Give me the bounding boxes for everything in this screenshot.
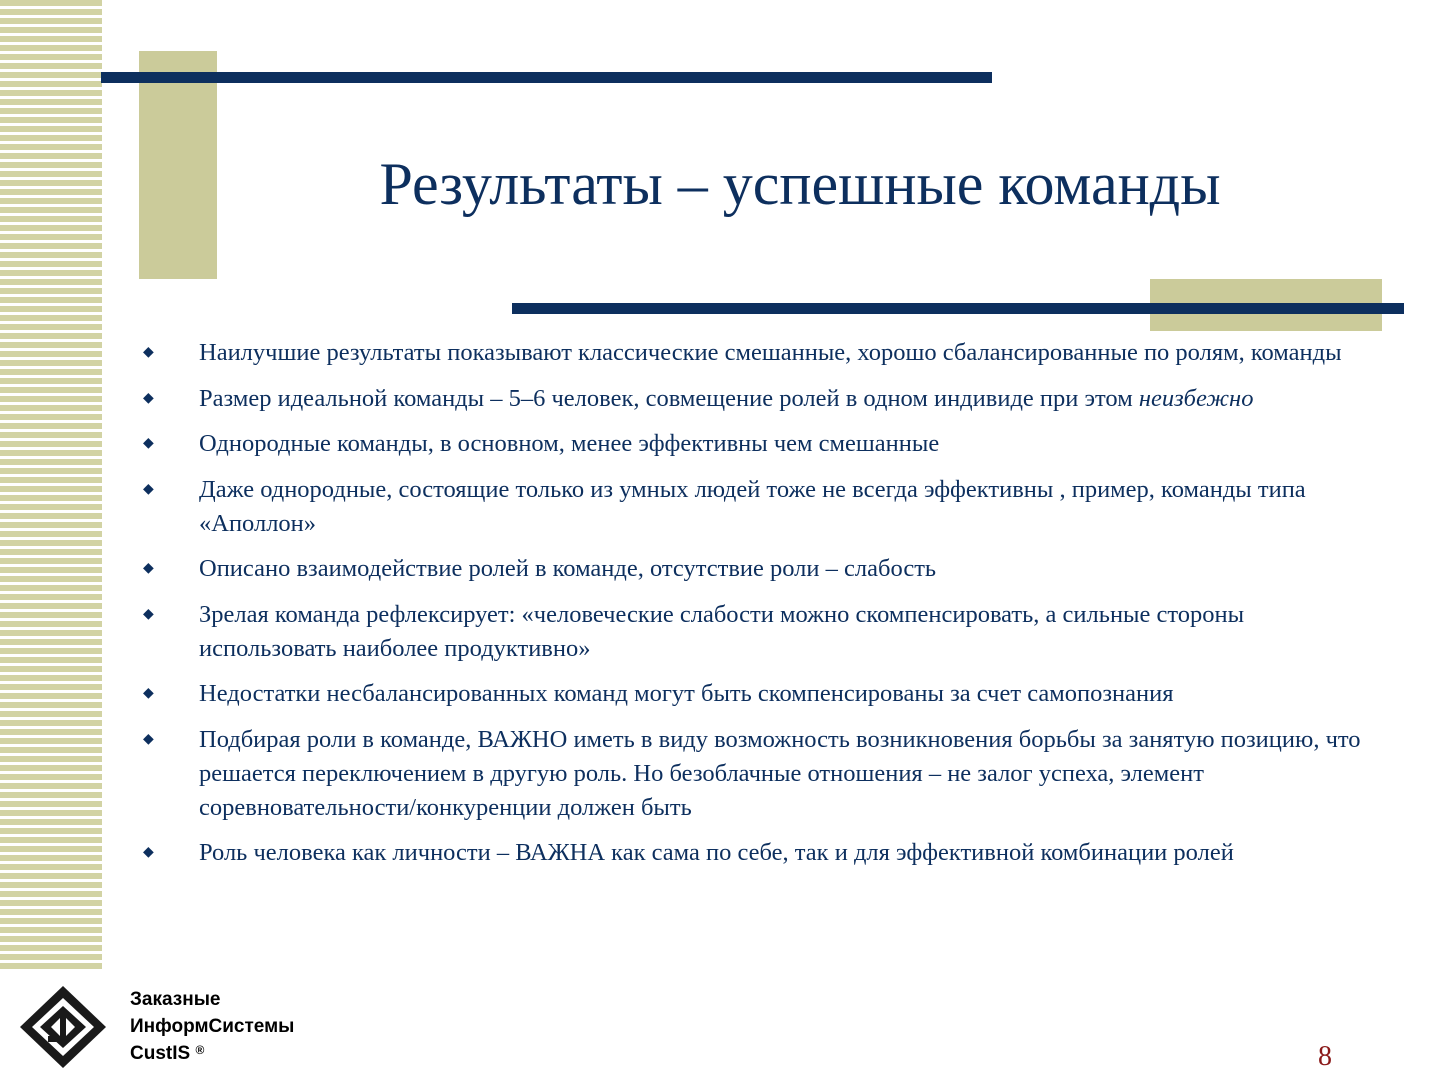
company-name [130,986,294,1067]
slide-title: Результаты – успешные команды [379,151,1221,217]
bullet-text: Подбирая роли в команде, ВАЖНО иметь в виду возможность возникновения борьбы за занятую позицию, что решается переключением в другую роль. Но безоблачные отношения – не залог успеха, элемент соревновательности/конкуренции должен быть [199,725,1361,821]
bullet-item [138,336,1378,370]
custis-diamond-logo-icon [18,984,108,1070]
bullet-diamond-icon: ◆ [143,481,154,497]
bullet-diamond-icon: ◆ [143,561,154,576]
bullet-text: Однородные команды, в основном, менее эффективны чем смешанные [199,430,940,457]
bullet-item [138,836,1378,870]
decorative-stripes [0,0,102,972]
bullet-diamond-icon: ◆ [143,606,154,622]
bullet-diamond-icon: ◆ [143,345,154,360]
decorative-navy-bar-right [512,303,1404,314]
bullet-text: Роль человека как личности – ВАЖНА как сама по себе, так и для эффективной комбинации ролей [199,839,1234,866]
bullet-diamond-icon: ◆ [143,845,154,860]
bullet-item [138,723,1378,825]
bullet-text: Даже однородные, состоящие только из умных людей тоже не всегда эффективны , пример, команды типа «Аполлон» [199,475,1306,537]
bullet-text: Недостатки несбалансированных команд могут быть скомпенсированы за счет самопознания [199,680,1174,707]
company-line-2: ИнформСистемы [130,1016,295,1037]
bullet-text: Наилучшие результаты показывают классические смешанные, хорошо сбалансированные по ролям, команды [199,339,1342,366]
bullet-text [199,382,1253,416]
bullet-item [138,598,1378,666]
bullet-text: Описано взаимодействие ролей в команде, отсутствие роли – слабость [199,555,937,582]
decorative-olive-block-top [139,51,217,279]
bullet-diamond-icon: ◆ [143,731,154,747]
bullet-item [138,552,1378,586]
bullet-list [138,336,1378,882]
bullet-text: Зрелая команда рефлексирует: «человеческие слабости можно скомпенсировать, а сильные стороны использовать наиболее продуктивно» [199,600,1245,662]
bullet-item [138,677,1378,711]
decorative-navy-bar-top [101,72,992,83]
bullet-item [138,427,1378,461]
page-number: 8 [1318,1041,1332,1072]
bullet-diamond-icon: ◆ [143,390,154,406]
company-line-1: Заказные [130,989,221,1010]
company-line-3 [130,1040,294,1067]
bullet-text-main: Размер идеальной команды – 5–6 человек, совмещение ролей в одном индивиде при этом [199,384,1139,412]
bullet-diamond-icon: ◆ [143,686,154,701]
registered-mark: ® [195,1043,205,1057]
bullet-diamond-icon: ◆ [143,436,154,451]
company-brand: CustIS [130,1043,191,1064]
bullet-item [138,382,1378,416]
bullet-text-emphasis: неизбежно [1138,384,1254,412]
bullet-item [138,473,1378,541]
